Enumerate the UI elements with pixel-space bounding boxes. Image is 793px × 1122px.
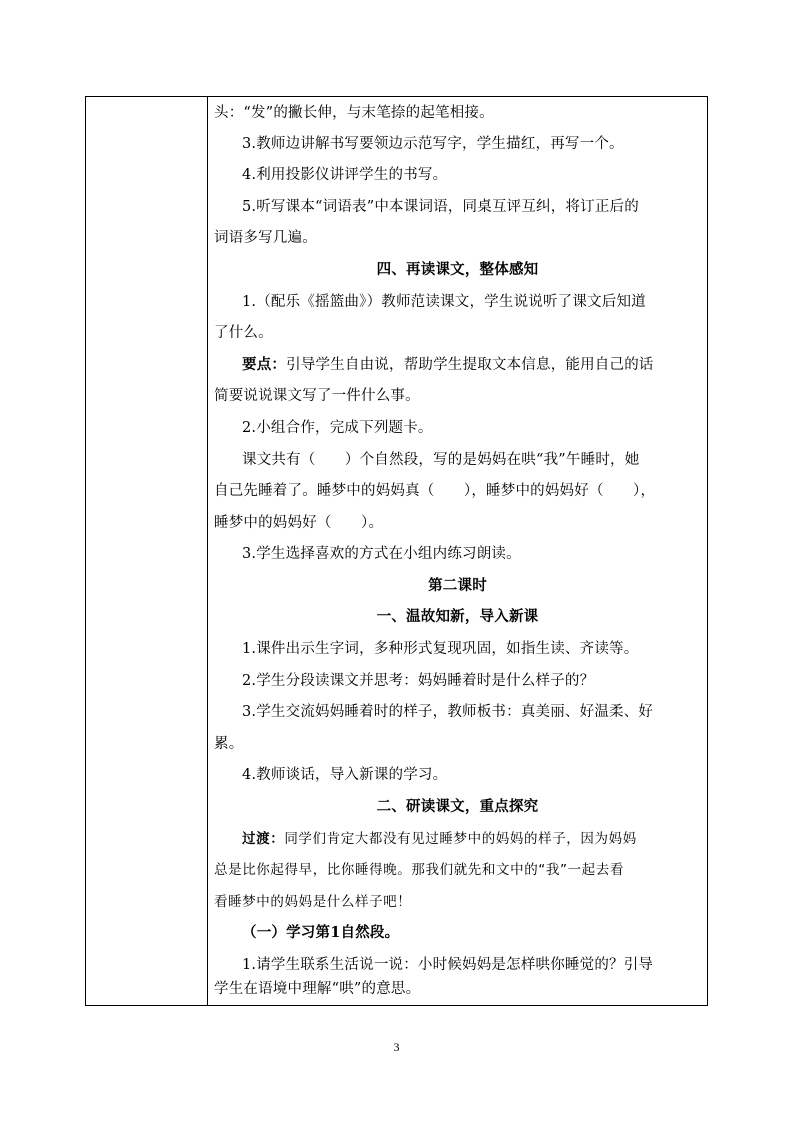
text-line: 4.利用投影仪讲评学生的书写。 bbox=[242, 167, 448, 183]
text-line: 3.教师边讲解书写要领边示范写字，学生描红，再写一个。 bbox=[242, 136, 624, 152]
section-heading: 四、再读课文，整体感知 bbox=[376, 261, 539, 278]
text-line: 1.课件出示生字词，多种形式复现巩固，如指生读、齐读等。 bbox=[242, 641, 639, 657]
text-line: 睡梦中的妈妈好（ ）。 bbox=[214, 515, 384, 531]
text-line: 课文共有（ ）个自然段，写的是妈妈在哄“我”午睡时，她 bbox=[242, 452, 640, 468]
text-line: 2.小组合作，完成下列题卡。 bbox=[242, 420, 433, 436]
key-point-text: 引导学生自由说，帮助学生提取文本信息，能用自己的话 bbox=[286, 357, 654, 373]
table-left-column bbox=[86, 97, 208, 1005]
subsection-heading: （一）学习第1自然段。 bbox=[242, 924, 400, 941]
text-line: 头：“发”的撇长伸，与末笔捺的起笔相接。 bbox=[214, 105, 494, 121]
lesson-table bbox=[85, 96, 708, 1006]
transition-line bbox=[214, 824, 701, 854]
text-line: 自己先睡着了。睡梦中的妈妈真（ ），睡梦中的妈妈好（ ）， bbox=[214, 483, 656, 499]
page-number: 3 bbox=[393, 1040, 400, 1054]
text-line: 1.（配乐《摇篮曲》）教师范读课文，学生说说听了课文后知道 bbox=[242, 294, 646, 310]
table-content-column bbox=[208, 97, 707, 1005]
text-line: 学生在语境中理解“哄”的意思。 bbox=[214, 981, 421, 997]
text-line: 了什么。 bbox=[214, 325, 273, 341]
text-line: 4.教师谈话，导入新课的学习。 bbox=[242, 767, 448, 783]
text-line: 词语多写几遍。 bbox=[214, 230, 317, 246]
section-heading: 一、温故知新，导入新课 bbox=[376, 608, 539, 625]
text-line: 3.学生交流妈妈睡着时的样子，教师板书：真美丽、好温柔、好 bbox=[242, 704, 654, 720]
key-point-label: 要点： bbox=[242, 356, 287, 373]
text-line: 3.学生选择喜欢的方式在小组内练习朗读。 bbox=[242, 546, 521, 562]
text-line: 2.学生分段读课文并思考：妈妈睡着时是什么样子的？ bbox=[242, 673, 595, 689]
text-line: 简要说说课文写了一件什么事。 bbox=[214, 388, 420, 404]
key-point-line bbox=[214, 350, 701, 380]
text-line: 累。 bbox=[214, 736, 244, 752]
text-line: 看睡梦中的妈妈是什么样子吧！ bbox=[214, 894, 412, 910]
section-heading: 二、研读课文，重点探究 bbox=[376, 798, 539, 815]
text-line: 总是比你起得早，比你睡得晚。那我们就先和文中的“我”一起去看 bbox=[214, 862, 624, 878]
text-line: 1.请学生联系生活说一说：小时候妈妈是怎样哄你睡觉的？引导 bbox=[242, 957, 654, 973]
lesson-period-heading: 第二课时 bbox=[428, 577, 487, 594]
text-line: 5.听写课本“词语表”中本课词语，同桌互评互纠，将订正后的 bbox=[242, 199, 639, 215]
transition-label: 过渡： bbox=[242, 831, 285, 847]
transition-text: 同学们肯定大都没有见过睡梦中的妈妈的样子，因为妈妈 bbox=[284, 831, 637, 847]
